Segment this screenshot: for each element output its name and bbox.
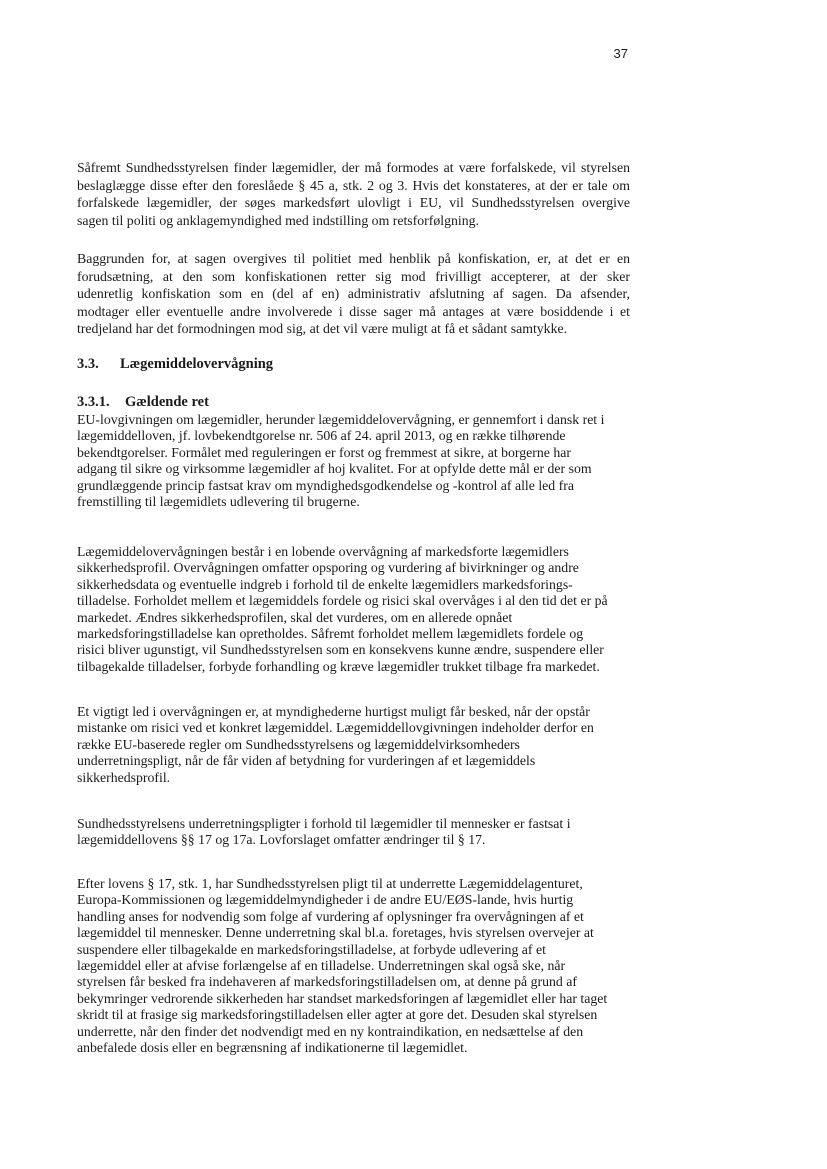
section-heading-3-3-1 xyxy=(77,394,630,411)
paragraph-eu-lovgivningen: EU-lovgivningen om lægemidler, herunder lægemiddelovervågning, er gennemfort i dansk ret i lægemiddelloven, jf. lovbekendtgorelse nr. 506 af 24. april 2013, og en række tilhørende bekendtgorelser. Formålet med reguleringen er forst og fremmest at sikre, at borgerne har adgang til sikre og virksomme lægemidler af hoj kvalitet. For at opfylde dette mål er der som grundlæggende princip fastsat krav om myndighedsgodkendelse og -kontrol af alle led fra fremstilling til lægemidlets udlevering til brugerne. xyxy=(77,412,605,510)
paragraph-underretningspligter: Sundhedsstyrelsens underretningspligter i forhold til lægemidler til mennesker er fastsat i lægemiddellovens §§ 17 og 17a. Lovforslaget omfatter ændringer til § 17. xyxy=(77,816,571,848)
paragraph-et-vigtigt-led: Et vigtigt led i overvågningen er, at myndighederne hurtigst muligt får besked, når der opstår mistanke om risici ved et konkret lægemiddel. Lægemiddellovgivningen indeholder derfor en række EU-baserede regler om Sundhedsstyrelsens og lægemiddelvirksomheders underretningspligt, når de får viden af betydning for vurderingen af et lægemiddels sikkerhedsprofil. xyxy=(77,704,594,785)
section-title-3-3-1: Gældende ret xyxy=(125,394,209,410)
section-heading-3-3 xyxy=(77,356,630,373)
paragraph-efter-lovens-17: Efter lovens § 17, stk. 1, har Sundhedsstyrelsen pligt til at underrette Lægemiddelagenturet, Europa-Kommissionen og lægemiddelmyndigheder i de andre EU/EØS-lande, hvis hurtig handling anses for nodvendig som folge af vurdering af oplysninger fra overvågningen af et lægemiddel til mennesker. Denne underretning skal bl.a. foretages, hvis styrelsen overvejer at suspendere eller tilbagekalde en markedsforingstilladelse, at forbyde udlevering af et lægemiddel eller at afvise forlængelse af en tilladelse. Underretningen skal også ske, når styrelsen får besked fra indehaveren af markedsforingstilladelsen om, at denne på grund af bekymringer vedrorende sikkerheden har standset markedsforingen af lægemidlet eller har taget skridt til at frasige sig markedsforingstilladelsen eller agter at gore det. Desuden skal styrelsen underrette, når den finder det nodvendigt med en ny kontraindikation, en nedsættelse af den anbefalede dosis eller en begrænsning af indikationerne til lægemidlet. xyxy=(77,876,608,1056)
page-number: 37 xyxy=(613,46,628,61)
section-title-3-3: Lægemiddelovervågning xyxy=(120,356,274,372)
section-number-3-3: 3.3. xyxy=(77,356,99,372)
paragraph-konfiskation: Baggrunden for, at sagen overgives til politiet med henblik på konfiskation, er, at det er en forudsætning, at den som konfiskationen retter sig mod frivilligt accepterer, at der sker udenretlig konfiskation som en (del af en) administrativ afslutning af sagen. Da afsender, modtager eller eventuelle andre involverede i disse sager må antages at være bosiddende i et tredjeland har det formodningen mod sig, at det vil være muligt at få et sådant samtykke. xyxy=(77,251,630,337)
section-number-3-3-1: 3.3.1. xyxy=(77,394,110,410)
paragraph-laegemiddelovervaagningen: Lægemiddelovervågningen består i en lobende overvågning af markedsforte lægemidlers sikkerhedsprofil. Overvågningen omfatter opsporing og vurdering af bivirkninger og andre sikkerhedsdata og eventuelle indgreb i forhold til de enkelte lægemidlers markedsforings- tilladelse. Forholdet mellem et lægemiddels fordele og risici skal overvåges i al den tid det er på markedet. Ændres sikkerhedsprofilen, skal det vurderes, om en allerede opnået markedsforingstilladelse kan opretholdes. Såfremt forholdet mellem lægemidlets fordele og risici bliver ugunstigt, vil Sundhedsstyrelsen som en konsekvens kunne ændre, suspendere eller tilbagekalde tilladelser, forbyde forhandling og kræve lægemidler trukket tilbage fra markedet. xyxy=(77,544,608,674)
paragraph-forfalskede-laegemidler: Såfremt Sundhedsstyrelsen finder lægemidler, der må formodes at være forfalskede, vil styrelsen beslaglægge disse efter den foreslåede § 45 a, stk. 2 og 3. Hvis det konstateres, at der er tale om forfalskede lægemidler, der søges markedsført ulovligt i EU, vil Sundhedsstyrelsen overgive sagen til politi og anklagemyndighed med indstilling om retsforfølgning. xyxy=(77,160,630,228)
